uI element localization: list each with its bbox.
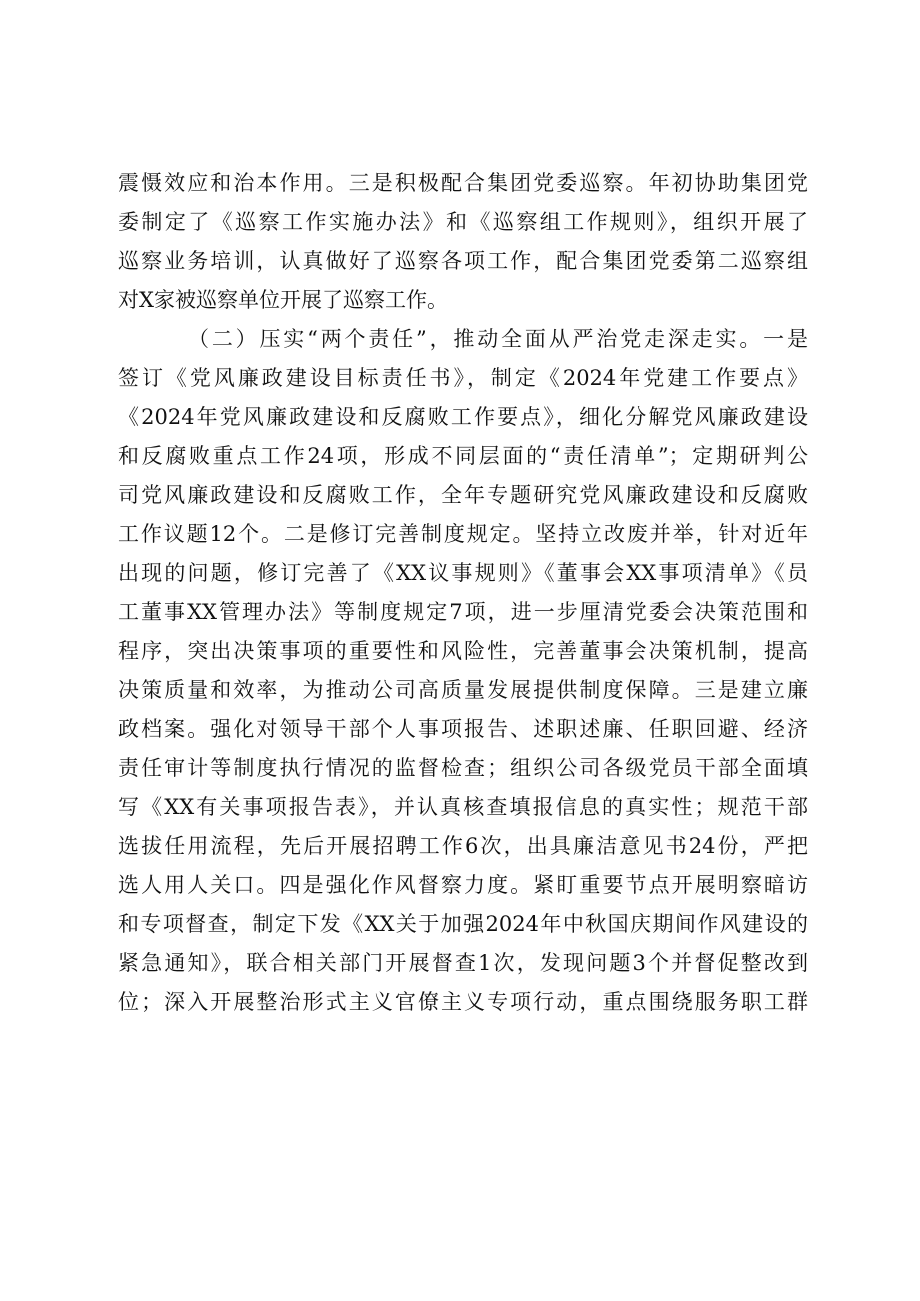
text-line: 工作议题12个。二是修订完善制度规定。坚持立改废并举，针对近年: [118, 522, 808, 546]
text-line: 《2024年党风廉政建设和反腐败工作要点》，细化分解党风廉政建设: [118, 405, 808, 429]
text-line: 和专项督查，制定下发《XX关于加强2024年中秋国庆期间作风建设的: [118, 912, 808, 936]
text-line: 震慑效应和治本作用。三是积极配合集团党委巡察。年初协助集团党: [118, 171, 808, 195]
text-line: 程序，突出决策事项的重要性和风险性，完善董事会决策机制，提高: [118, 639, 808, 663]
text-line: 选人用人关口。四是强化作风督察力度。紧盯重要节点开展明察暗访: [118, 873, 808, 897]
section-heading-line: （二）压实“两个责任”，推动全面从严治党走深走实。一是: [188, 327, 808, 351]
text-line: 写《XX有关事项报告表》，并认真核查填报信息的真实性；规范干部: [118, 795, 808, 819]
text-line: 紧急通知》，联合相关部门开展督查1次，发现问题3个并督促整改到: [118, 951, 808, 975]
text-line: 巡察业务培训，认真做好了巡察各项工作，配合集团党委第二巡察组: [118, 249, 808, 273]
text-line: 选拔任用流程，先后开展招聘工作6次，出具廉洁意见书24份，严把: [118, 834, 808, 858]
text-line: 委制定了《巡察工作实施办法》和《巡察组工作规则》，组织开展了: [118, 210, 808, 234]
paragraph-end-line: 对X家被巡察单位开展了巡察工作。: [118, 288, 448, 312]
text-line: 工董事XX管理办法》等制度规定7项，进一步厘清党委会决策范围和: [118, 600, 808, 624]
text-line: 决策质量和效率，为推动公司高质量发展提供制度保障。三是建立廉: [118, 678, 808, 702]
text-line: 责任审计等制度执行情况的监督检查；组织公司各级党员干部全面填: [118, 756, 808, 780]
document-body: [118, 164, 808, 1022]
text-line: 政档案。强化对领导干部个人事项报告、述职述廉、任职回避、经济: [118, 717, 808, 741]
text-line: 位；深入开展整治形式主义官僚主义专项行动，重点围绕服务职工群: [118, 990, 808, 1014]
text-line: 出现的问题，修订完善了《XX议事规则》《董事会XX事项清单》《员: [118, 561, 808, 585]
text-line: 签订《党风廉政建设目标责任书》，制定《2024年党建工作要点》: [118, 366, 808, 390]
text-line: 和反腐败重点工作24项，形成不同层面的“责任清单”；定期研判公: [118, 444, 808, 468]
text-line: 司党风廉政建设和反腐败工作，全年专题研究党风廉政建设和反腐败: [118, 483, 808, 507]
